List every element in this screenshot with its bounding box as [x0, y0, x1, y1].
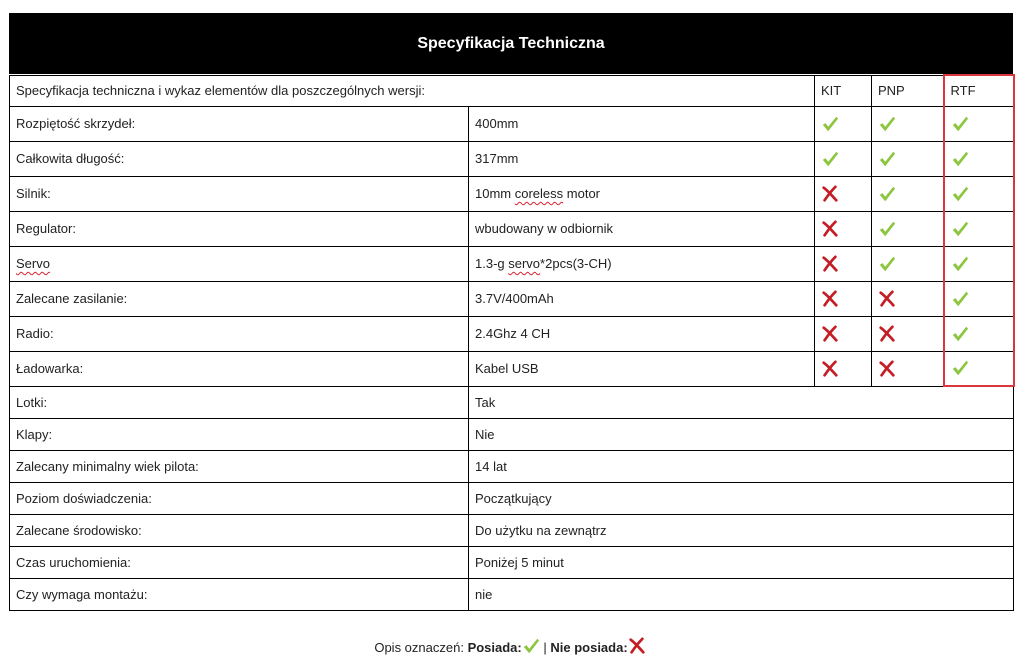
- cross-icon: [821, 220, 839, 235]
- row-value-text: motor: [563, 186, 600, 201]
- check-icon: [878, 220, 896, 235]
- table-row: [10, 141, 1014, 176]
- row-value-text: Kabel USB: [475, 361, 539, 376]
- check-icon: [951, 360, 969, 375]
- mark-kit: [815, 211, 872, 246]
- spec-table-container: [9, 13, 1013, 611]
- check-icon: [878, 150, 896, 165]
- mark-rtf: [944, 141, 1014, 176]
- row-label: [10, 211, 469, 246]
- mark-kit: [815, 106, 872, 141]
- spec-title: Specyfikacja Techniczna: [9, 13, 1013, 74]
- mark-pnp: [872, 246, 944, 281]
- cross-icon: [878, 290, 896, 305]
- row-value-text: 400mm: [475, 116, 519, 131]
- intro-cell: Specyfikacja techniczna i wykaz elementów dla poszczególnych wersji:: [10, 75, 815, 106]
- legend-not-has-label: Nie posiada:: [550, 640, 628, 655]
- row-label: Zalecane środowisko:: [10, 514, 469, 546]
- mark-kit: [815, 141, 872, 176]
- mark-kit: [815, 351, 872, 386]
- check-icon: [522, 640, 540, 655]
- row-label: [10, 141, 469, 176]
- cross-icon: [821, 185, 839, 200]
- table-row: [10, 106, 1014, 141]
- row-value-text: 2.4Ghz 4 CH: [475, 326, 551, 341]
- check-icon: [878, 185, 896, 200]
- row-label-text: Radio:: [16, 326, 54, 341]
- cross-icon: [821, 255, 839, 270]
- table-row: [10, 176, 1014, 211]
- row-label: [10, 351, 469, 386]
- legend-has-label: Posiada:: [467, 640, 522, 655]
- row-label-text: Ładowarka:: [16, 361, 84, 376]
- legend-prefix: Opis oznaczeń:: [374, 640, 468, 655]
- row-label: Klapy:: [10, 418, 469, 450]
- row-label: Czas uruchomienia:: [10, 546, 469, 578]
- check-icon: [821, 115, 839, 130]
- table-row: [10, 450, 1014, 482]
- table-row: [10, 281, 1014, 316]
- table-row: [10, 246, 1014, 281]
- cross-icon: [878, 325, 896, 340]
- version-header-row: [10, 75, 1014, 106]
- row-value-text: *2pcs(3-CH): [540, 256, 612, 271]
- row-label: Czy wymaga montażu:: [10, 578, 469, 610]
- spec-table-body: [10, 75, 1014, 610]
- mark-pnp: [872, 176, 944, 211]
- cross-icon: [628, 640, 646, 655]
- table-row: [10, 482, 1014, 514]
- check-icon: [878, 255, 896, 270]
- row-value: [469, 141, 815, 176]
- mark-rtf: [944, 211, 1014, 246]
- mark-rtf: [944, 246, 1014, 281]
- mark-kit: [815, 176, 872, 211]
- row-label-text: Całkowita długość:: [16, 151, 125, 166]
- row-label-text: Zalecane zasilanie:: [16, 291, 128, 306]
- row-value-text: coreless: [514, 186, 564, 201]
- mark-rtf: [944, 351, 1014, 386]
- row-value: Tak: [469, 386, 1014, 418]
- row-label-text: Servo: [16, 256, 50, 271]
- mark-rtf: [944, 281, 1014, 316]
- mark-rtf: [944, 176, 1014, 211]
- row-label: Lotki:: [10, 386, 469, 418]
- table-row: [10, 211, 1014, 246]
- mark-pnp: [872, 316, 944, 351]
- row-value: [469, 211, 815, 246]
- cross-icon: [821, 360, 839, 375]
- check-icon: [951, 290, 969, 305]
- row-label: [10, 106, 469, 141]
- check-icon: [951, 150, 969, 165]
- check-icon: [878, 115, 896, 130]
- row-value: [469, 316, 815, 351]
- header-kit: KIT: [815, 75, 872, 106]
- legend: [0, 637, 1020, 655]
- mark-rtf: [944, 106, 1014, 141]
- mark-pnp: [872, 211, 944, 246]
- table-row: [10, 351, 1014, 386]
- check-icon: [951, 115, 969, 130]
- cross-icon: [821, 325, 839, 340]
- row-value-text: wbudowany w odbiornik: [475, 221, 614, 236]
- check-icon: [951, 325, 969, 340]
- table-row: [10, 418, 1014, 450]
- row-value: [469, 176, 815, 211]
- mark-kit: [815, 281, 872, 316]
- mark-pnp: [872, 281, 944, 316]
- row-value-text: servo: [508, 256, 541, 271]
- legend-separator: |: [539, 640, 551, 655]
- row-label: [10, 316, 469, 351]
- row-value: Poniżej 5 minut: [469, 546, 1014, 578]
- header-pnp: PNP: [872, 75, 944, 106]
- row-value: Nie: [469, 418, 1014, 450]
- mark-pnp: [872, 351, 944, 386]
- row-label-text: Rozpiętość skrzydeł:: [16, 116, 136, 131]
- mark-rtf: [944, 316, 1014, 351]
- header-rtf: RTF: [944, 75, 1014, 106]
- table-row: [10, 316, 1014, 351]
- cross-icon: [821, 290, 839, 305]
- check-icon: [951, 185, 969, 200]
- mark-pnp: [872, 141, 944, 176]
- row-label: [10, 176, 469, 211]
- table-row: [10, 386, 1014, 418]
- row-value: Do użytku na zewnątrz: [469, 514, 1014, 546]
- row-value: [469, 246, 815, 281]
- row-value: [469, 281, 815, 316]
- row-value-text: 317mm: [475, 151, 519, 166]
- row-value-text: 1.3-g: [475, 256, 509, 271]
- row-value: [469, 106, 815, 141]
- table-row: [10, 578, 1014, 610]
- row-value-text: 10mm: [475, 186, 515, 201]
- row-value: Początkujący: [469, 482, 1014, 514]
- check-icon: [951, 220, 969, 235]
- row-value: 14 lat: [469, 450, 1014, 482]
- spec-table: [9, 74, 1015, 611]
- row-label-text: Regulator:: [16, 221, 76, 236]
- row-label-text: Silnik:: [16, 186, 51, 201]
- row-value-text: 3.7V/400mAh: [475, 291, 554, 306]
- row-label: Zalecany minimalny wiek pilota:: [10, 450, 469, 482]
- mark-kit: [815, 246, 872, 281]
- row-label: [10, 281, 469, 316]
- row-label: [10, 246, 469, 281]
- row-value: [469, 351, 815, 386]
- row-label: Poziom doświadczenia:: [10, 482, 469, 514]
- table-row: [10, 514, 1014, 546]
- row-value: nie: [469, 578, 1014, 610]
- check-icon: [821, 150, 839, 165]
- table-row: [10, 546, 1014, 578]
- mark-kit: [815, 316, 872, 351]
- mark-pnp: [872, 106, 944, 141]
- check-icon: [951, 255, 969, 270]
- cross-icon: [878, 360, 896, 375]
